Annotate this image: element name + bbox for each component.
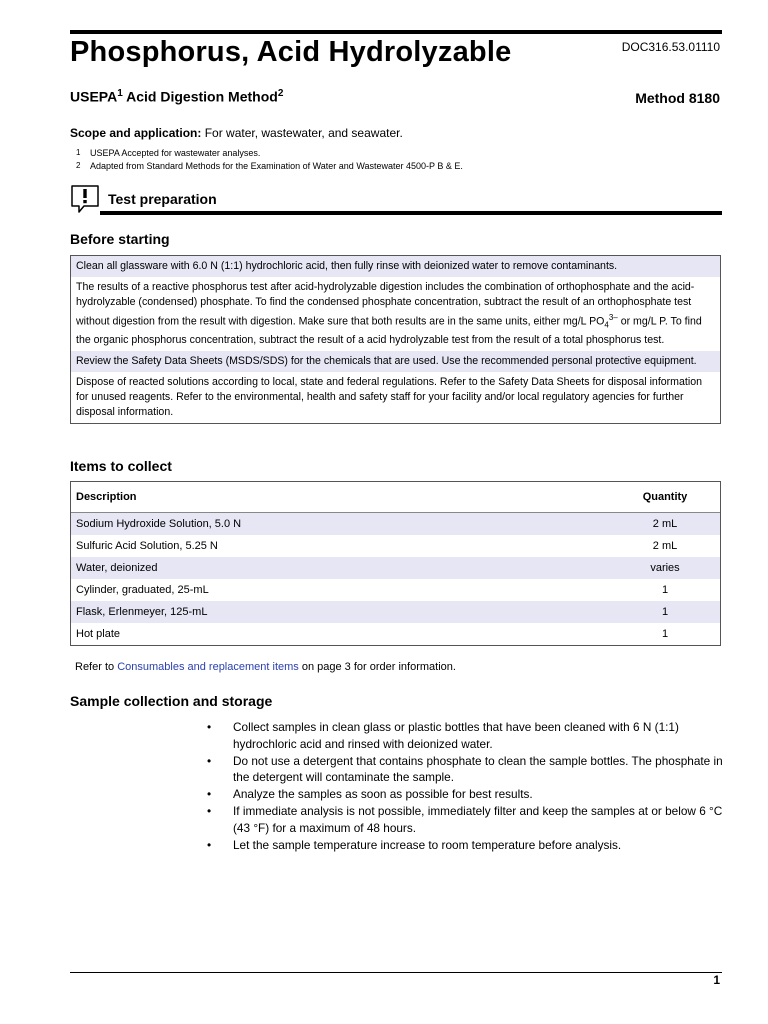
footer-rule <box>70 972 722 973</box>
cell-description: Flask, Erlenmeyer, 125-mL <box>76 606 208 618</box>
cell-quantity: 2 mL <box>652 518 678 530</box>
cell-quantity: 1 <box>661 606 669 618</box>
list-item: • Let the sample temperature increase to room temperature before analysis. <box>205 837 725 854</box>
table-row <box>71 513 720 535</box>
sample-collection-list <box>205 719 725 854</box>
subscript: 4 <box>604 320 609 330</box>
section-rule <box>100 211 722 215</box>
list-item: • Analyze the samples as soon as possible for best results. <box>205 786 725 803</box>
items-table <box>70 481 721 646</box>
table-row <box>71 601 720 623</box>
table-row <box>71 535 720 557</box>
table-row <box>71 557 720 579</box>
table-row <box>71 623 720 645</box>
cell-quantity: varies <box>650 562 680 574</box>
consumables-link[interactable]: Consumables and replacement items <box>117 661 299 673</box>
caution-flag-icon <box>70 184 100 214</box>
page-title: Phosphorus, Acid Hydrolyzable <box>70 36 512 68</box>
before-row <box>71 277 720 351</box>
subtitle-usepa: USEPA <box>70 88 118 105</box>
superscript: 3– <box>608 313 618 322</box>
cell-description: Cylinder, graduated, 25-mL <box>76 584 209 596</box>
cell-description: Hot plate <box>76 628 121 640</box>
before-row: Clean all glassware with 6.0 N (1:1) hydrochloric acid, then fully rinse with deionized water to remove contaminants. <box>71 256 720 277</box>
cell-description: Sulfuric Acid Solution, 5.25 N <box>76 540 218 552</box>
scope-text: For water, wastewater, and seawater. <box>201 126 403 140</box>
heading-before-starting: Before starting <box>70 231 170 247</box>
refer-prefix: Refer to <box>75 661 118 673</box>
document-code: DOC316.53.01110 <box>621 40 720 54</box>
scope-line <box>70 126 403 140</box>
before-row: Dispose of reacted solutions according to local, state and federal regulations. Refer to the Safety Data Sheets for disposal information for unused reagents. Refer to the environmental, health and safety staff for your facility and/or local regulatory agencies for further disposal information. <box>76 375 702 418</box>
cell-quantity: 1 <box>661 584 669 596</box>
footnote-2 <box>76 161 463 171</box>
refer-suffix: on page 3 for order information. <box>298 661 456 673</box>
footnote-num: 1 <box>76 148 81 157</box>
before-starting-table <box>70 255 721 424</box>
subtitle-method: Acid Digestion Method <box>122 88 278 105</box>
col-header-description: Description <box>76 491 137 503</box>
cell-quantity: 1 <box>661 628 669 640</box>
cell-description: Sodium Hydroxide Solution, 5.0 N <box>76 518 242 530</box>
method-subtitle <box>70 88 283 105</box>
list-item: • Do not use a detergent that contains phosphate to clean the sample bottles. The phosphate in the detergent will contaminate the sample. <box>205 753 725 786</box>
footnote-1 <box>76 148 260 158</box>
top-rule <box>70 30 722 34</box>
before-row-text: or mg/L P. To find the organic phosphorus concentration, subtract the result of a acid hydrolyzable test from the result of a total phosphorus test. <box>76 315 702 346</box>
col-header-quantity: Quantity <box>642 491 688 503</box>
section-title-test-preparation: Test preparation <box>108 191 217 207</box>
list-item: • If immediate analysis is not possible, immediately filter and keep the samples at or below 6 °C (43 °F) for a maximum of 48 hours. <box>205 803 725 836</box>
footnote-ref-2: 2 <box>277 88 284 99</box>
list-item: • Collect samples in clean glass or plastic bottles that have been cleaned with 6 N (1:1) hydrochloric acid and rinsed with deionized water. <box>205 719 725 752</box>
cell-quantity: 2 mL <box>652 540 678 552</box>
footnote-ref-1: 1 <box>117 88 123 99</box>
page-number: 1 <box>713 973 720 987</box>
footnote-num: 2 <box>76 161 81 170</box>
table-header <box>71 482 720 513</box>
table-row <box>71 579 720 601</box>
scope-label: Scope and application: <box>70 126 202 140</box>
heading-sample-collection: Sample collection and storage <box>70 693 273 709</box>
heading-items-to-collect: Items to collect <box>70 458 172 474</box>
footnote-text: USEPA Accepted for wastewater analyses. <box>90 148 261 158</box>
before-row: Review the Safety Data Sheets (MSDS/SDS) for the chemicals that are used. Use the recommended personal protective equipment. <box>71 351 720 372</box>
refer-line <box>75 661 456 673</box>
footnote-text: Adapted from Standard Methods for the Examination of Water and Wastewater 4500-P B & E. <box>90 161 463 171</box>
before-row-text: The results of a reactive phosphorus test after acid-hydrolyzable digestion includes the combination of orthophosphate and the acid-hydrolyzable (condensed) phosphate. To find the condensed phosphate concentration, subtract the result of an orthophosphate test without digestion from the result with digestion. Make sure that both results are in the same units, either mg/L PO <box>76 281 695 328</box>
cell-description: Water, deionized <box>76 562 158 574</box>
method-number: Method 8180 <box>635 90 720 106</box>
